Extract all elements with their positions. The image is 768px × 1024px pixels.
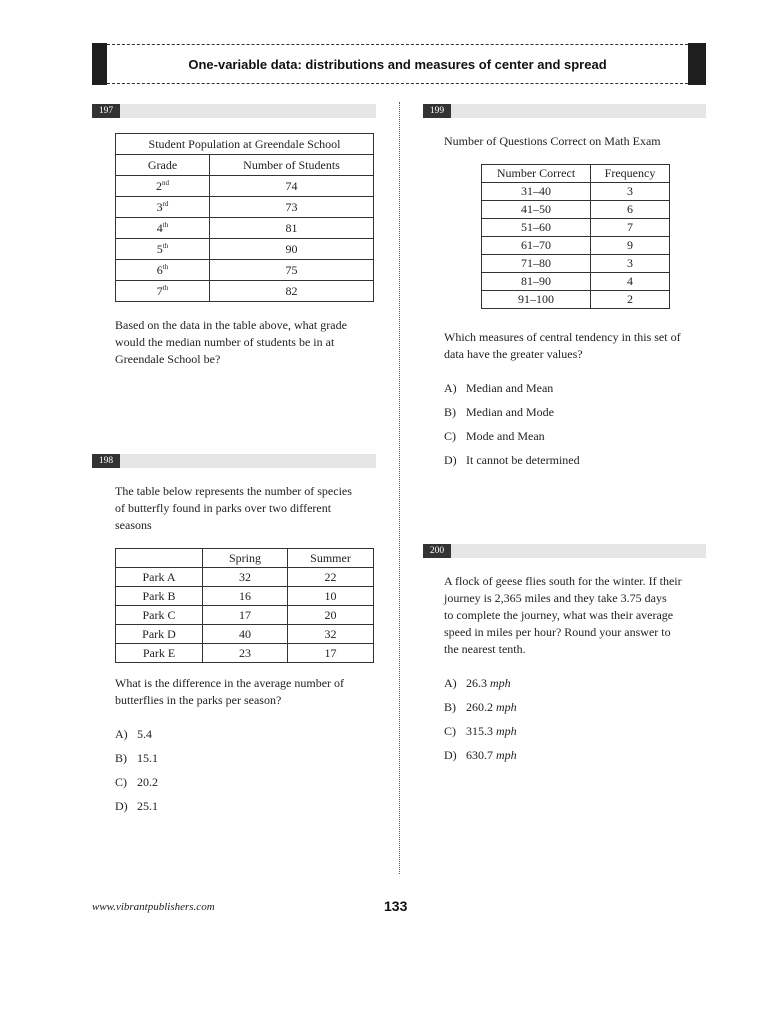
students-cell: 81 — [210, 218, 374, 239]
chapter-title: One-variable data: distributions and measures of center and spread — [188, 57, 607, 72]
table-row: 71–80 3 — [482, 255, 670, 273]
column-header: Spring — [203, 549, 288, 568]
answer-option-b[interactable]: B) 15.1 — [115, 751, 158, 765]
answer-option-a[interactable]: A) 26.3 mph — [444, 676, 511, 690]
column-header: Number Correct — [482, 165, 591, 183]
column-divider — [399, 102, 400, 874]
grade-cell: 7th — [116, 281, 210, 302]
header-dashed-top — [107, 44, 688, 45]
table-row: Park D 40 32 — [116, 625, 374, 644]
chapter-header — [92, 43, 706, 85]
answer-option-d[interactable]: D) It cannot be determined — [444, 453, 580, 467]
answer-option-b[interactable]: B) 260.2 mph — [444, 700, 517, 714]
math-exam-table — [481, 164, 670, 309]
answer-option-d[interactable]: D) 630.7 mph — [444, 748, 517, 762]
answer-option-d[interactable]: D) 25.1 — [115, 799, 158, 813]
question-intro-198: The table below represents the number of species of butterfly found in parks over two different seasons — [115, 484, 352, 532]
answer-option-c[interactable]: C) 20.2 — [115, 775, 158, 789]
header-block-left — [92, 43, 107, 85]
header-block-right — [688, 43, 706, 85]
table-row — [116, 239, 374, 260]
column-header: Number of Students — [210, 155, 374, 176]
answer-option-b[interactable]: B) Median and Mode — [444, 405, 554, 419]
question-bar-199 — [423, 104, 706, 118]
table-row — [116, 176, 374, 197]
table-row: Park C 17 20 — [116, 606, 374, 625]
grade-cell: 4th — [116, 218, 210, 239]
answer-option-c[interactable]: C) 315.3 mph — [444, 724, 517, 738]
answer-option-a[interactable]: A) 5.4 — [115, 727, 152, 741]
students-cell: 74 — [210, 176, 374, 197]
question-text-198: What is the difference in the average number of butterflies in the parks per season? — [115, 676, 345, 707]
students-cell: 82 — [210, 281, 374, 302]
question-bar-197 — [92, 104, 376, 118]
table-row — [116, 260, 374, 281]
column-header — [116, 549, 203, 568]
question-text-199: Which measures of central tendency in this set of data have the greater values? — [444, 330, 681, 361]
table-row: 91–100 2 — [482, 291, 670, 309]
question-text-200: A flock of geese flies south for the winter. If their journey is 2,365 miles and they take 3.75 days to complete the journey, what was their average speed in miles per hour? Round your answer to the nearest tenth. — [444, 574, 682, 656]
table-row — [116, 197, 374, 218]
students-cell: 90 — [210, 239, 374, 260]
table-row: 61–70 9 — [482, 237, 670, 255]
student-population-table — [115, 133, 374, 302]
table-row: 51–60 7 — [482, 219, 670, 237]
table-row: 41–50 6 — [482, 201, 670, 219]
butterfly-species-table — [115, 548, 374, 663]
grade-cell: 5th — [116, 239, 210, 260]
question-number: 200 — [423, 544, 451, 558]
table-row — [116, 281, 374, 302]
answer-option-a[interactable]: A) Median and Mean — [444, 381, 554, 395]
question-bar-198 — [92, 454, 376, 468]
students-cell: 75 — [210, 260, 374, 281]
question-number: 199 — [423, 104, 451, 118]
table-row: Park A 32 22 — [116, 568, 374, 587]
students-cell: 73 — [210, 197, 374, 218]
header-dashed-bottom — [107, 83, 688, 84]
table-row: 31–40 3 — [482, 183, 670, 201]
grade-cell: 3rd — [116, 197, 210, 218]
table-row: Park E 23 17 — [116, 644, 374, 663]
question-bar-200 — [423, 544, 706, 558]
table-row: Park B 16 10 — [116, 587, 374, 606]
table-row: 81–90 4 — [482, 273, 670, 291]
question-text-197: Based on the data in the table above, what grade would the median number of students be in at Greendale School be? — [115, 318, 347, 366]
grade-cell: 6th — [116, 260, 210, 281]
table-title: Student Population at Greendale School — [116, 134, 374, 155]
question-number: 197 — [92, 104, 120, 118]
grade-cell: 2nd — [116, 176, 210, 197]
publisher-website: www.vibrantpublishers.com — [92, 901, 215, 913]
answer-option-c[interactable]: C) Mode and Mean — [444, 429, 545, 443]
column-header: Frequency — [591, 165, 670, 183]
column-header: Grade — [116, 155, 210, 176]
question-number: 198 — [92, 454, 120, 468]
table-row — [116, 218, 374, 239]
table-title-199: Number of Questions Correct on Math Exam — [444, 134, 661, 148]
page-number: 133 — [384, 898, 408, 914]
column-header: Summer — [288, 549, 374, 568]
